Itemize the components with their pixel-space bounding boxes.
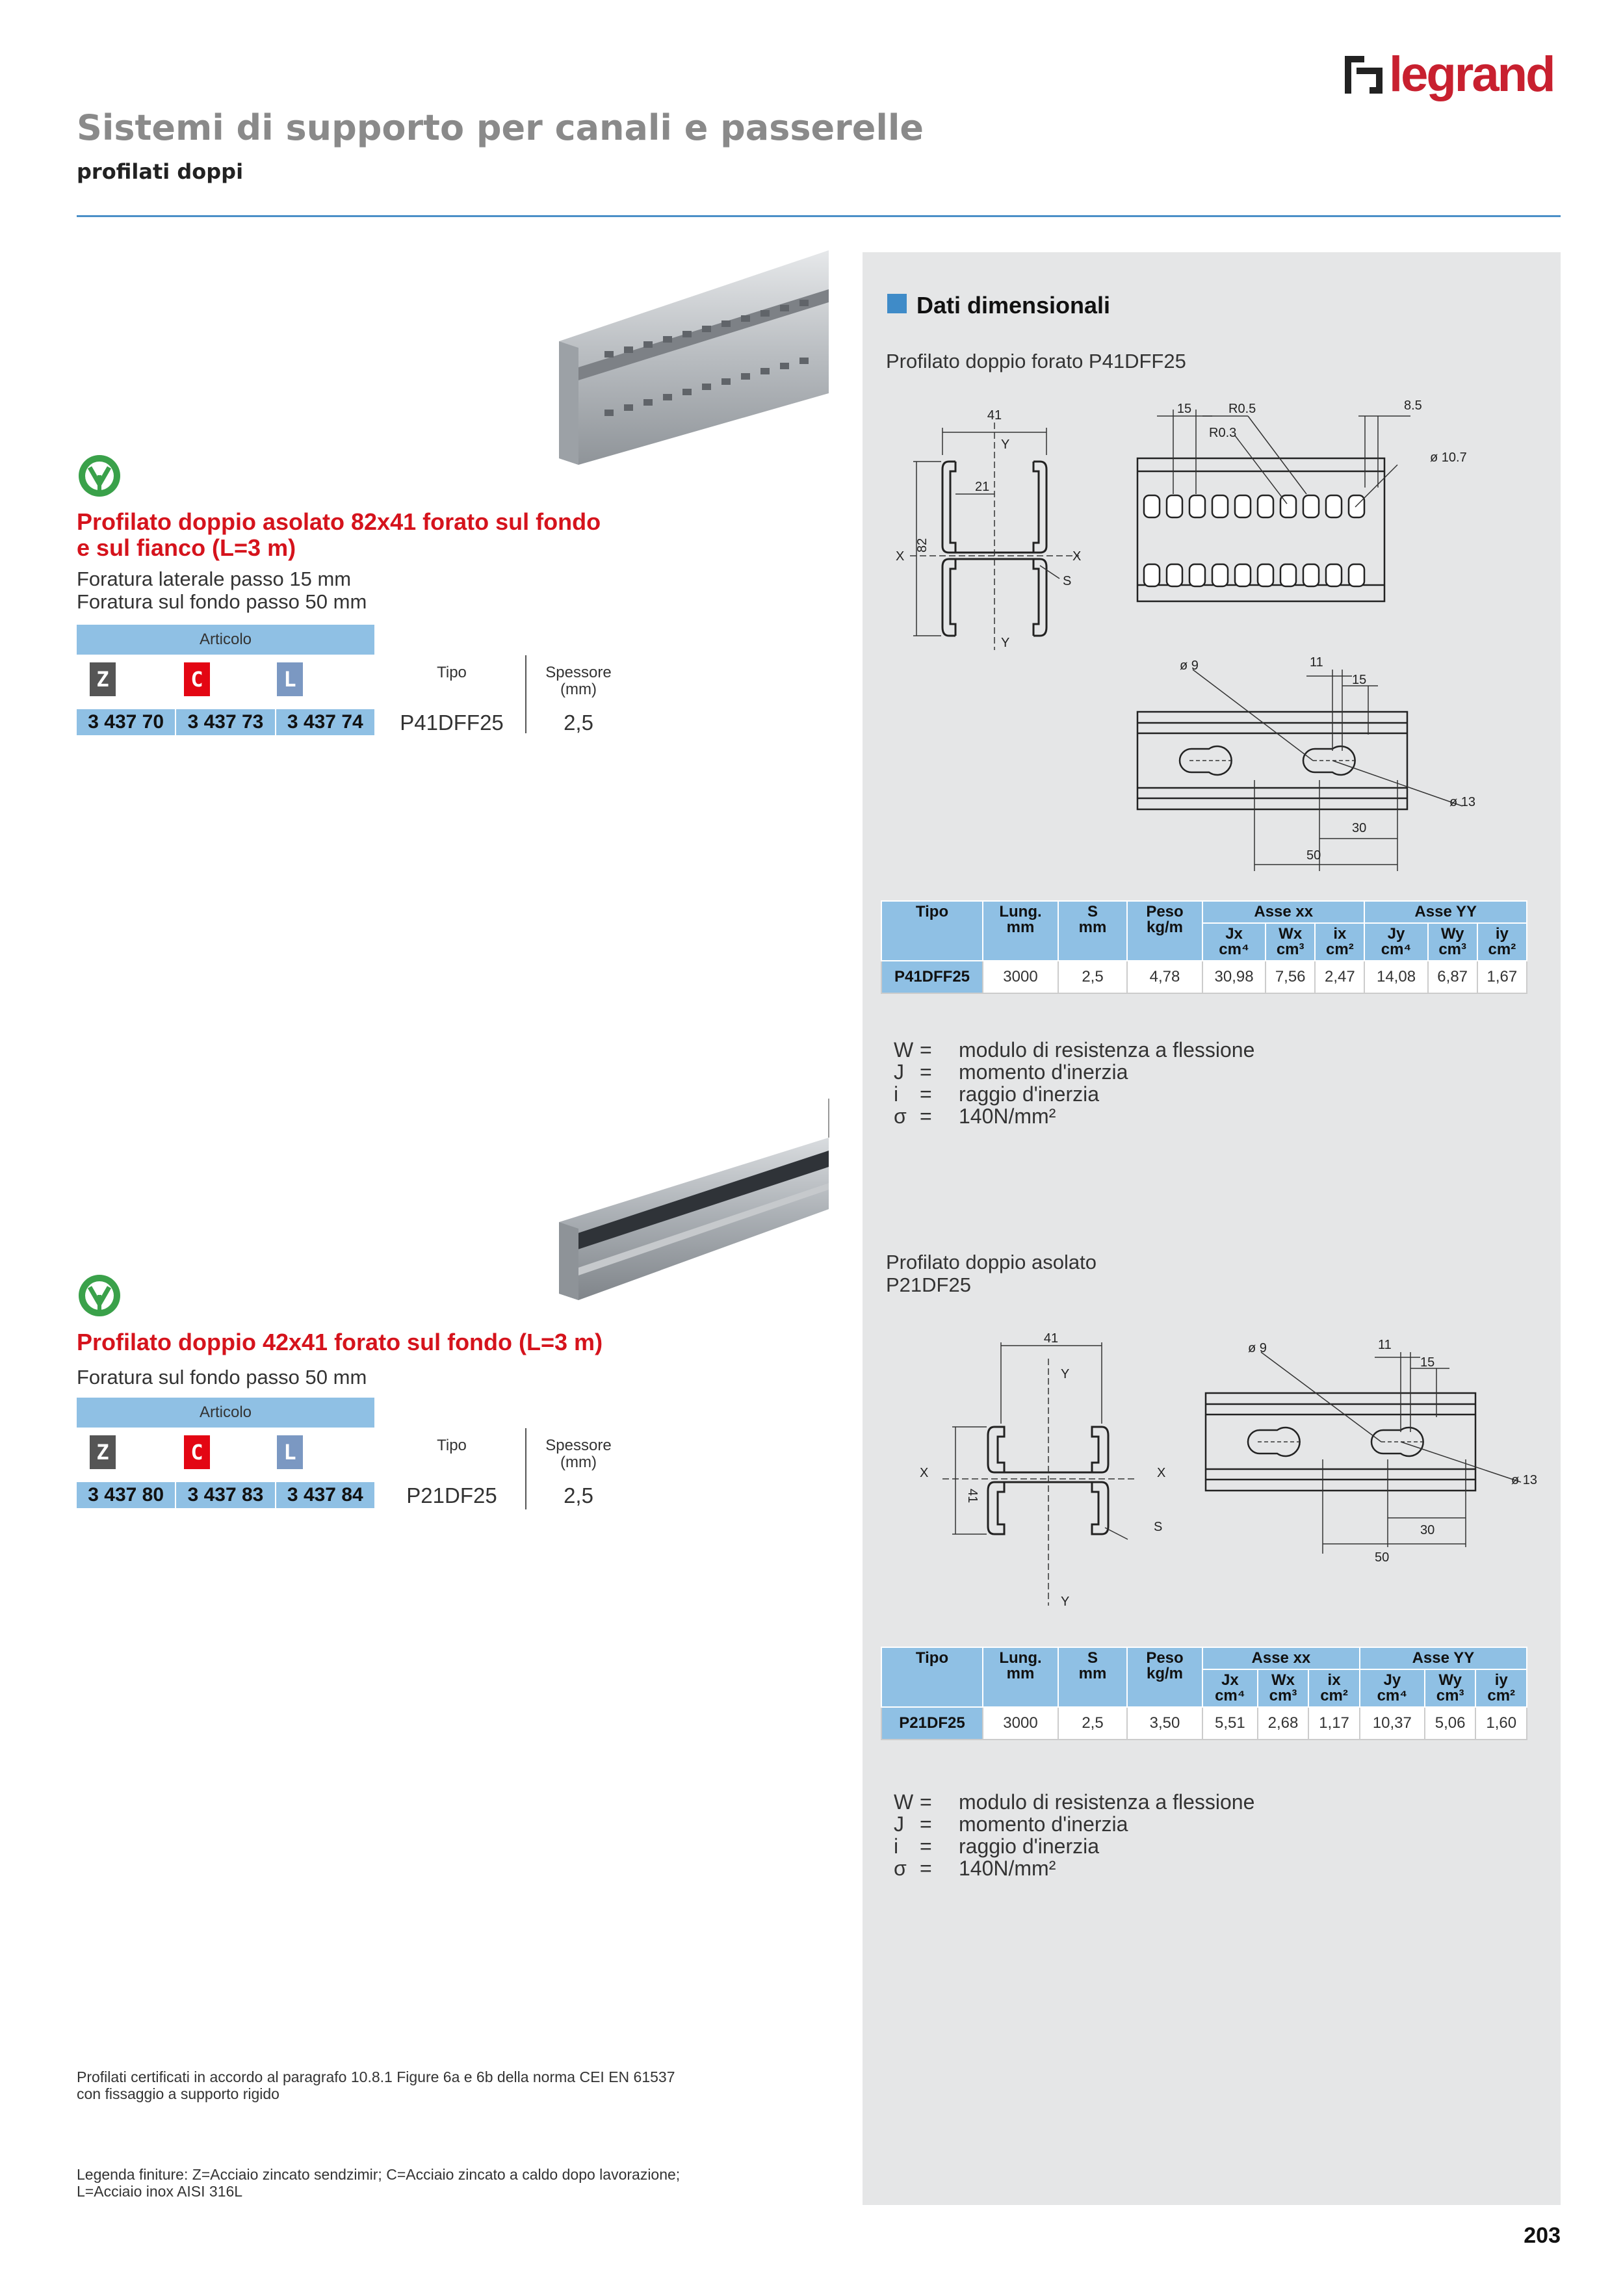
th-wy bbox=[1425, 1669, 1476, 1707]
dim-r05: R0.5 bbox=[1228, 402, 1256, 416]
finishes-row-2 bbox=[77, 1429, 374, 1474]
articolo-header-1: Articolo bbox=[77, 625, 374, 655]
legend-key: σ bbox=[894, 1857, 907, 1880]
finish-c-badge: C bbox=[184, 1435, 210, 1469]
axis2-y-top: Y bbox=[1061, 1367, 1070, 1381]
th-ix-label: ix bbox=[1327, 1671, 1341, 1689]
cell: P41DFF25 bbox=[881, 961, 983, 993]
legend-1 bbox=[894, 1039, 1254, 1127]
product-title-1-line2: e sul fianco (L=3 m) bbox=[77, 534, 296, 561]
technical-drawing-2 bbox=[890, 1320, 1547, 1619]
legend-value: 140N/mm² bbox=[959, 1104, 1056, 1128]
th-lung-label: Lung. bbox=[999, 903, 1042, 920]
page-subtitle: profilati doppi bbox=[77, 159, 244, 184]
cell: 10,37 bbox=[1360, 1707, 1425, 1740]
spessore-label: Spessore bbox=[545, 664, 612, 681]
th-peso bbox=[1127, 1647, 1202, 1707]
certification-note-line2: con fissaggio a supporto rigido bbox=[77, 2085, 279, 2102]
technical-drawing-1 bbox=[884, 390, 1476, 871]
cell: 6,87 bbox=[1428, 961, 1477, 993]
legend-eq: = bbox=[920, 1834, 932, 1858]
spessore-unit: (mm) bbox=[560, 681, 597, 698]
th-tipo: Tipo bbox=[881, 1647, 983, 1707]
th-jx-label: Jx bbox=[1225, 925, 1243, 943]
article-code: 3 437 70 bbox=[77, 709, 176, 735]
dim-41: 41 bbox=[987, 408, 1002, 423]
th-iy-unit: cm² bbox=[1488, 941, 1516, 958]
legend-eq: = bbox=[920, 1104, 932, 1128]
th-iy bbox=[1477, 923, 1527, 961]
product-title-1 bbox=[77, 509, 662, 561]
dim-phi107: ø 10.7 bbox=[1430, 450, 1467, 465]
legend-row bbox=[894, 1083, 1254, 1105]
th-s bbox=[1058, 901, 1127, 961]
th-asse-xx: Asse xx bbox=[1202, 901, 1364, 923]
articolo-header-2: Articolo bbox=[77, 1398, 374, 1428]
axis-y-top: Y bbox=[1001, 437, 1010, 452]
dim-21: 21 bbox=[975, 480, 990, 494]
axis-y-bottom: Y bbox=[1001, 636, 1010, 650]
legend-key: σ bbox=[894, 1104, 907, 1128]
page-number: 203 bbox=[1524, 2223, 1561, 2248]
finish-legend-line1: Legenda finiture: Z=Acciaio zincato sendzimir; C=Acciaio zincato a caldo dopo lavorazione; bbox=[77, 2166, 681, 2183]
th-jx bbox=[1202, 1669, 1258, 1707]
dim2-phi13: ø 13 bbox=[1511, 1473, 1538, 1487]
legend-row bbox=[894, 1061, 1254, 1083]
th-peso bbox=[1127, 901, 1202, 961]
dim-r03: R0.3 bbox=[1209, 426, 1237, 440]
axis-x-left: X bbox=[896, 549, 905, 564]
th-wy-unit: cm³ bbox=[1438, 941, 1466, 958]
dim-phi9: ø 9 bbox=[1180, 659, 1199, 673]
legend-value: momento d'inerzia bbox=[959, 1060, 1128, 1084]
article-code: 3 437 80 bbox=[77, 1482, 176, 1508]
profile2-label-line1: Profilato doppio asolato bbox=[886, 1251, 1097, 1273]
tipo-header-2: Tipo bbox=[437, 1437, 467, 1454]
th-s-unit: mm bbox=[1078, 919, 1107, 936]
legend-key: i bbox=[894, 1082, 899, 1106]
dim2-30: 30 bbox=[1420, 1523, 1435, 1537]
legend-value: 140N/mm² bbox=[959, 1857, 1056, 1880]
th-jx-unit: cm⁴ bbox=[1219, 941, 1249, 958]
axis2-x-right: X bbox=[1157, 1466, 1166, 1480]
legrand-mark-icon bbox=[1342, 53, 1385, 96]
th-peso-unit: kg/m bbox=[1146, 919, 1183, 936]
finish-z-badge: Z bbox=[90, 1435, 116, 1469]
tipo-value-1: P41DFF25 bbox=[400, 711, 504, 735]
legend-eq: = bbox=[920, 1060, 932, 1084]
th-wx-unit: cm³ bbox=[1269, 1687, 1297, 1704]
th-peso-label: Peso bbox=[1146, 1649, 1184, 1667]
th-lung bbox=[983, 901, 1058, 961]
th-tipo: Tipo bbox=[881, 901, 983, 961]
dim-15b: 15 bbox=[1352, 673, 1367, 687]
dim-30: 30 bbox=[1352, 821, 1367, 835]
th-iy-unit: cm² bbox=[1487, 1687, 1516, 1704]
th-wx bbox=[1266, 923, 1315, 961]
th-wy-label: Wy bbox=[1438, 1671, 1462, 1689]
th-jy-label: Jy bbox=[1387, 925, 1405, 943]
cell: 30,98 bbox=[1202, 961, 1266, 993]
th-wx-unit: cm³ bbox=[1276, 941, 1305, 958]
cell: 3,50 bbox=[1127, 1707, 1202, 1740]
spessore-unit: (mm) bbox=[560, 1454, 597, 1471]
th-ix-unit: cm² bbox=[1326, 941, 1354, 958]
cell: 5,06 bbox=[1425, 1707, 1476, 1740]
th-ix-label: ix bbox=[1333, 925, 1347, 943]
th-peso-label: Peso bbox=[1146, 903, 1184, 920]
legend-row bbox=[894, 1039, 1254, 1061]
th-wx bbox=[1258, 1669, 1309, 1707]
article-code: 3 437 73 bbox=[176, 709, 276, 735]
legend-row bbox=[894, 1105, 1254, 1127]
th-wy-unit: cm³ bbox=[1436, 1687, 1464, 1704]
th-ix bbox=[1308, 1669, 1360, 1707]
dim2-41v: 41 bbox=[965, 1489, 980, 1504]
th-s-unit: mm bbox=[1078, 1665, 1107, 1682]
th-wx-label: Wx bbox=[1279, 925, 1303, 943]
finish-legend-line2: L=Acciaio inox AISI 316L bbox=[77, 2183, 243, 2200]
product-desc-1-line2: Foratura sul fondo passo 50 mm bbox=[77, 590, 367, 613]
th-jy-unit: cm⁴ bbox=[1381, 941, 1412, 958]
legrand-logo bbox=[1342, 46, 1566, 104]
spessore-header-1 bbox=[533, 664, 624, 698]
th-jy bbox=[1360, 1669, 1425, 1707]
th-s-label: S bbox=[1087, 903, 1098, 920]
section-title: Dati dimensionali bbox=[916, 292, 1111, 319]
th-asse-yy: Asse YY bbox=[1364, 901, 1527, 923]
legend-key: J bbox=[894, 1812, 904, 1836]
cell: 3000 bbox=[983, 961, 1058, 993]
finishes-row-1 bbox=[77, 656, 374, 701]
cell: 5,51 bbox=[1202, 1707, 1258, 1740]
cell: 7,56 bbox=[1266, 961, 1315, 993]
label2-s: S bbox=[1154, 1520, 1163, 1534]
th-jx-label: Jx bbox=[1221, 1671, 1239, 1689]
th-lung-unit: mm bbox=[1006, 919, 1035, 936]
cell: 2,47 bbox=[1315, 961, 1364, 993]
axis2-y-bottom: Y bbox=[1061, 1595, 1070, 1609]
spessore-value-1: 2,5 bbox=[564, 711, 593, 735]
cell: 2,5 bbox=[1058, 1707, 1127, 1740]
legend-eq: = bbox=[920, 1082, 932, 1106]
profile-photo-2 bbox=[552, 1099, 829, 1300]
th-wy-label: Wy bbox=[1440, 925, 1464, 943]
legend-row bbox=[894, 1835, 1254, 1857]
article-codes-2 bbox=[77, 1482, 374, 1508]
th-jx-unit: cm⁴ bbox=[1215, 1687, 1245, 1704]
divider bbox=[525, 1428, 526, 1509]
dim2-15: 15 bbox=[1420, 1355, 1435, 1370]
divider bbox=[525, 655, 526, 733]
th-jy-unit: cm⁴ bbox=[1377, 1687, 1408, 1704]
legend-key: J bbox=[894, 1060, 904, 1084]
table-row bbox=[881, 961, 1527, 993]
dim-11: 11 bbox=[1310, 655, 1323, 670]
certification-icon bbox=[77, 1273, 122, 1318]
dimensions-table-2 bbox=[881, 1647, 1527, 1740]
certification-note-line1: Profilati certificati in accordo al paragrafo 10.8.1 Figure 6a e 6b della norma CEI EN 61537 bbox=[77, 2068, 675, 2085]
th-lung-label: Lung. bbox=[999, 1649, 1042, 1667]
spessore-header-2 bbox=[533, 1437, 624, 1471]
dim2-41: 41 bbox=[1043, 1331, 1059, 1346]
th-lung-unit: mm bbox=[1006, 1665, 1035, 1682]
dim-15: 15 bbox=[1176, 402, 1192, 416]
product-desc-1-line1: Foratura laterale passo 15 mm bbox=[77, 567, 352, 590]
spessore-value-2: 2,5 bbox=[564, 1483, 593, 1507]
table-row bbox=[881, 1707, 1527, 1740]
legend-eq: = bbox=[920, 1812, 932, 1836]
cell: 2,5 bbox=[1058, 961, 1127, 993]
legend-value: modulo di resistenza a flessione bbox=[959, 1038, 1255, 1062]
th-s-label: S bbox=[1087, 1649, 1098, 1667]
legend-value: modulo di resistenza a flessione bbox=[959, 1790, 1255, 1814]
brand-name: legrand bbox=[1389, 47, 1554, 102]
legend-row bbox=[894, 1813, 1254, 1835]
cell: 3000 bbox=[983, 1707, 1058, 1740]
dim2-phi9: ø 9 bbox=[1248, 1341, 1267, 1355]
dim2-11: 11 bbox=[1378, 1338, 1392, 1352]
th-ix-unit: cm² bbox=[1320, 1687, 1348, 1704]
tipo-header-1: Tipo bbox=[437, 664, 467, 681]
cell: 1,60 bbox=[1475, 1707, 1527, 1740]
article-code: 3 437 83 bbox=[176, 1482, 276, 1508]
dim-50: 50 bbox=[1306, 848, 1321, 863]
legend-key: i bbox=[894, 1834, 899, 1858]
legend-eq: = bbox=[920, 1790, 932, 1814]
certification-note bbox=[77, 2068, 675, 2102]
th-s bbox=[1058, 1647, 1127, 1707]
finish-legend-note bbox=[77, 2166, 680, 2200]
dim-85: 8.5 bbox=[1404, 398, 1422, 413]
article-code: 3 437 84 bbox=[287, 1484, 363, 1506]
dim2-50: 50 bbox=[1375, 1550, 1390, 1565]
finish-c-badge: C bbox=[184, 662, 210, 696]
profile1-label: Profilato doppio forato P41DFF25 bbox=[886, 350, 1186, 372]
profile2-label-line2: P21DF25 bbox=[886, 1273, 971, 1296]
legend-key: W bbox=[894, 1038, 914, 1062]
dim-phi13: ø 13 bbox=[1449, 795, 1476, 809]
th-asse-yy: Asse YY bbox=[1360, 1647, 1527, 1669]
th-asse-xx: Asse xx bbox=[1202, 1647, 1360, 1669]
certification-icon bbox=[77, 453, 122, 499]
th-ix bbox=[1315, 923, 1364, 961]
label-s: S bbox=[1063, 574, 1072, 588]
th-peso-unit: kg/m bbox=[1146, 1665, 1183, 1682]
dim-82: 82 bbox=[915, 538, 929, 553]
product-title-2: Profilato doppio 42x41 forato sul fondo (L=3 m) bbox=[77, 1329, 603, 1355]
product-title-1-line1: Profilato doppio asolato 82x41 forato sul fondo bbox=[77, 508, 601, 535]
cell: 1,67 bbox=[1477, 961, 1527, 993]
spessore-label: Spessore bbox=[545, 1437, 612, 1454]
cell: 2,68 bbox=[1258, 1707, 1309, 1740]
finish-l-badge: L bbox=[277, 662, 303, 696]
tipo-value-2: P21DF25 bbox=[406, 1483, 497, 1507]
section-marker-icon bbox=[887, 294, 907, 313]
legend-row bbox=[894, 1791, 1254, 1813]
dimensions-table-1 bbox=[881, 900, 1527, 994]
product-desc-2: Foratura sul fondo passo 50 mm bbox=[77, 1366, 367, 1389]
legend-key: W bbox=[894, 1790, 914, 1814]
th-wy bbox=[1428, 923, 1477, 961]
legend-row bbox=[894, 1857, 1254, 1879]
th-iy bbox=[1475, 1669, 1527, 1707]
th-lung bbox=[983, 1647, 1058, 1707]
legend-eq: = bbox=[920, 1038, 932, 1062]
cell: 1,17 bbox=[1308, 1707, 1360, 1740]
finish-z-badge: Z bbox=[90, 662, 116, 696]
cell: P21DF25 bbox=[881, 1707, 983, 1740]
legend-2 bbox=[894, 1791, 1254, 1879]
th-iy-label: iy bbox=[1494, 1671, 1508, 1689]
legend-eq: = bbox=[920, 1857, 932, 1880]
legend-value: momento d'inerzia bbox=[959, 1812, 1128, 1836]
profile2-label bbox=[886, 1251, 1097, 1296]
cell: 4,78 bbox=[1127, 961, 1202, 993]
th-jy bbox=[1364, 923, 1427, 961]
th-iy-label: iy bbox=[1495, 925, 1509, 943]
th-jy-label: Jy bbox=[1383, 1671, 1401, 1689]
article-codes-1 bbox=[77, 709, 374, 735]
finish-l-badge: L bbox=[277, 1435, 303, 1469]
th-jx bbox=[1202, 923, 1266, 961]
cell: 14,08 bbox=[1364, 961, 1427, 993]
axis2-x-left: X bbox=[920, 1466, 929, 1480]
product-desc-1 bbox=[77, 567, 367, 613]
header-divider bbox=[77, 215, 1561, 217]
legend-value: raggio d'inerzia bbox=[959, 1082, 1100, 1106]
page-title: Sistemi di supporto per canali e passerelle bbox=[77, 107, 924, 148]
th-wx-label: Wx bbox=[1271, 1671, 1295, 1689]
article-code: 3 437 74 bbox=[287, 711, 363, 733]
axis-x-right: X bbox=[1072, 549, 1082, 564]
profile-photo-1 bbox=[552, 250, 829, 465]
legend-value: raggio d'inerzia bbox=[959, 1834, 1100, 1858]
